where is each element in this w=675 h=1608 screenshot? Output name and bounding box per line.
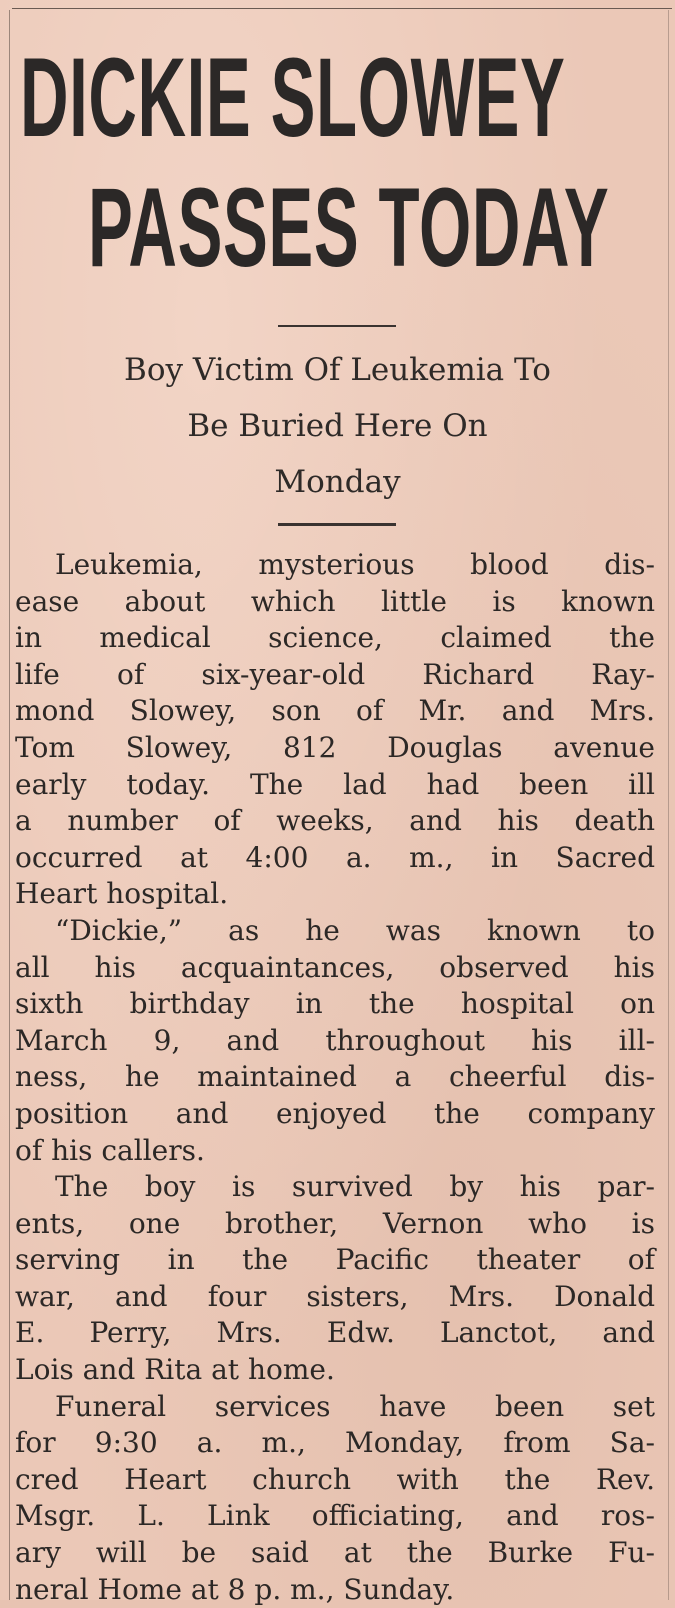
deck-line-3: Monday xyxy=(274,464,401,500)
body-line: Msgr. L. Link officiating, and ros- xyxy=(15,1499,655,1533)
body-line: all his acquaintances, observed his xyxy=(15,950,655,984)
body-line: The boy is survived by his par- xyxy=(55,1170,655,1204)
body-line: position and enjoyed the company xyxy=(15,1096,655,1130)
right-column-rule xyxy=(668,10,669,1600)
body-line: sixth birthday in the hospital on xyxy=(15,987,655,1021)
body-line: Funeral services have been set xyxy=(55,1389,655,1423)
body-line: Heart hospital. xyxy=(15,877,229,911)
subheadline-deck xyxy=(10,342,665,510)
body-line: mond Slowey, son of Mr. and Mrs. xyxy=(15,694,655,728)
body-line: war, and four sisters, Mrs. Donald xyxy=(15,1279,655,1313)
body-line: “Dickie,” as he was known to xyxy=(55,913,655,947)
body-line: cred Heart church with the Rev. xyxy=(15,1462,655,1496)
top-border-rule xyxy=(12,8,672,9)
body-line: ents, one brother, Vernon who is xyxy=(15,1206,655,1240)
article-body xyxy=(15,547,655,1608)
headline-line-2: PASSES TODAY xyxy=(88,165,610,290)
body-line: a number of weeks, and his death xyxy=(15,804,655,838)
body-line: ness, he maintained a cheerful dis- xyxy=(15,1060,655,1094)
body-line: Tom Slowey, 812 Douglas avenue xyxy=(15,730,655,764)
deck-line-1: Boy Victim Of Leukemia To xyxy=(124,352,551,388)
body-line: ary will be said at the Burke Fu- xyxy=(15,1536,655,1570)
divider-rule-bottom xyxy=(278,523,396,526)
body-line: March 9, and throughout his ill- xyxy=(15,1023,655,1057)
body-line: life of six-year-old Richard Ray- xyxy=(15,657,655,691)
left-column-rule xyxy=(9,10,10,1600)
body-line: occurred at 4:00 a. m., in Sacred xyxy=(15,840,655,874)
divider-rule-top xyxy=(278,325,396,327)
body-line: serving in the Pacific theater of xyxy=(15,1243,655,1277)
body-line: Leukemia, mysterious blood dis- xyxy=(55,548,655,581)
headline-line-1: DICKIE SLOWEY xyxy=(20,35,566,160)
body-line: early today. The lad had been ill xyxy=(15,767,655,801)
body-line: neral Home at 8 p. m., Sunday. xyxy=(15,1572,455,1606)
body-line: for 9:30 a. m., Monday, from Sa- xyxy=(15,1426,655,1460)
body-line: in medical science, claimed the xyxy=(15,621,655,655)
deck-line-2: Be Buried Here On xyxy=(187,408,488,444)
body-line: ease about which little is known xyxy=(15,584,655,618)
body-line: Lois and Rita at home. xyxy=(15,1353,335,1387)
body-line: E. Perry, Mrs. Edw. Lanctot, and xyxy=(15,1316,655,1350)
body-line: of his callers. xyxy=(15,1133,205,1167)
